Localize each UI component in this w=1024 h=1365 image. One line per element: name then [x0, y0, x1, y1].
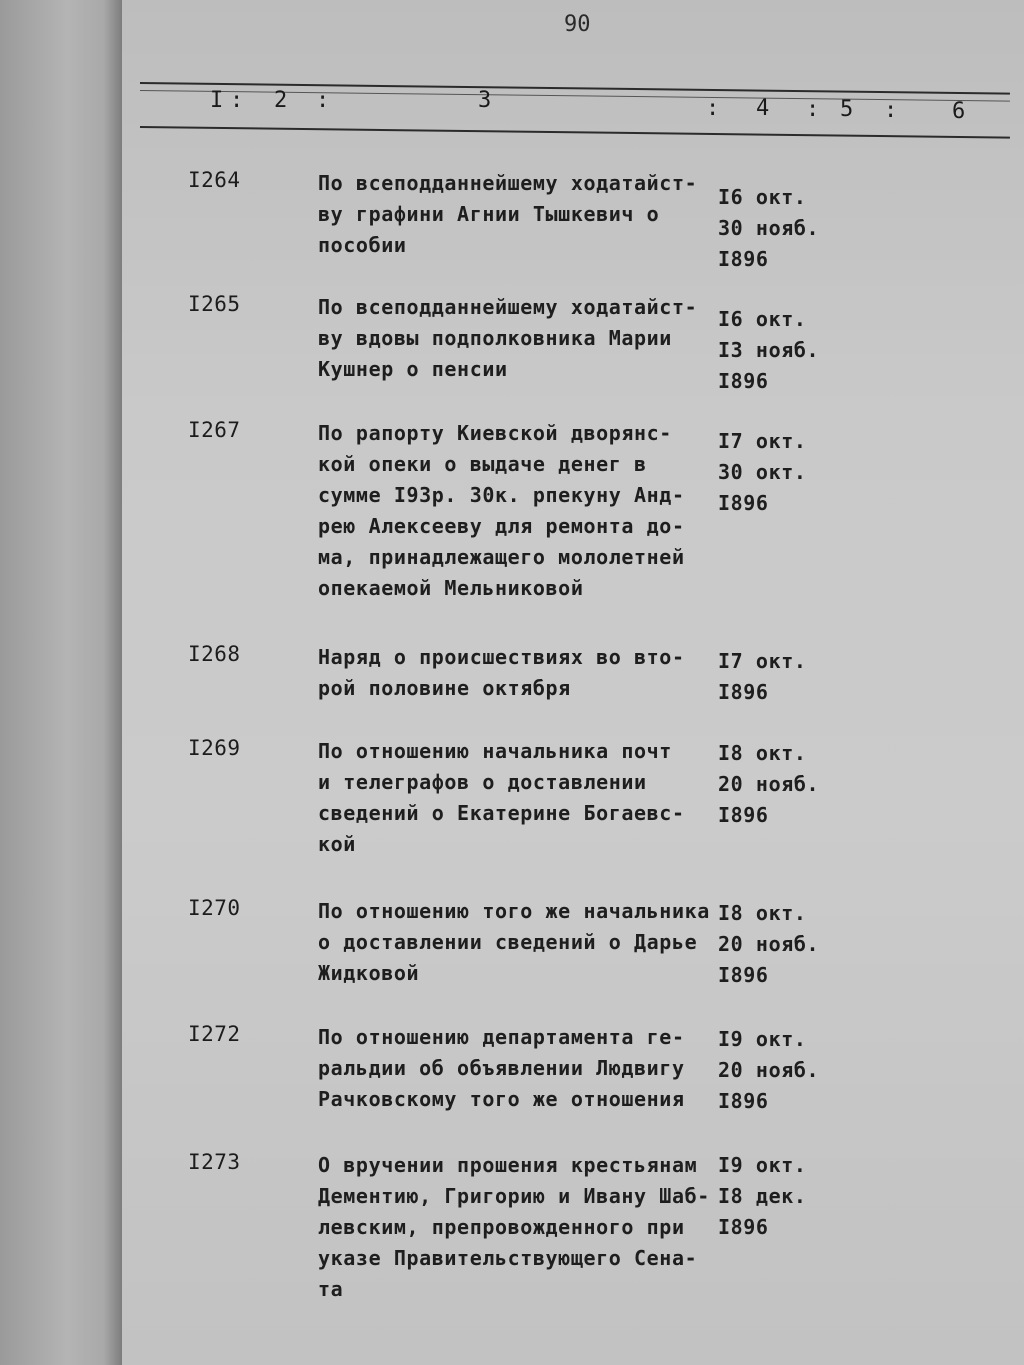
column-header-4: 4	[756, 96, 770, 121]
entry-dates: I8 окт. 20 нояб. I896	[718, 901, 820, 987]
entry-dates: I6 окт. 30 нояб. I896	[718, 185, 820, 271]
left-page-margin	[0, 0, 122, 1365]
entry-description: По всеподданнейшему ходатайст- ву вдовы подполковника Марии Кушнер о пенсии	[318, 295, 698, 381]
entry-number: I268	[188, 642, 241, 666]
entry-number: I272	[188, 1022, 241, 1046]
entry-description: По отношению департамента ге- ральдии об объявлении Людвигу Рачковскому того же отношения	[318, 1025, 685, 1111]
column-header-6: 6	[952, 99, 966, 124]
entry-dates: I7 окт. I896	[718, 649, 807, 704]
column-header-5: 5	[840, 97, 854, 122]
entry-dates: I6 окт. I3 нояб. I896	[718, 307, 820, 393]
entry-description: Наряд о происшествиях во вто- рой половине октября	[318, 645, 685, 700]
entry-number: I264	[188, 168, 241, 192]
entry-dates: I9 окт. 20 нояб. I896	[718, 1027, 820, 1113]
header-rule-bottom	[140, 126, 1010, 139]
entry-dates: I9 окт. I8 дек. I896	[718, 1153, 807, 1239]
entry-description: По рапорту Киевской дворянс- кой опеки о выдаче денег в сумме I93р. 30к. рпекуну Анд- рею Алексееву для ремонта до- ма, принадлежащего мололетней опекаемой Мельниковой	[318, 421, 685, 600]
column-header-3: 3	[478, 88, 492, 113]
entry-description: По отношению начальника почт и телеграфов о доставлении сведений о Екатерине Богаевс- кой	[318, 739, 685, 856]
header-rule-top	[140, 82, 1010, 95]
entry-dates: I8 окт. 20 нояб. I896	[718, 741, 820, 827]
document-page: 90 I : 2 : 3 : 4 : 5 : 6 I264 По всеподданнейшему ходатайст- ву графини Агнии Тышкевич о пособии I6 окт. 30 нояб. I896 I265 По всеподданнейшему ходатайст- ву вдовы подполковника Марии Кушнер о пенсии I6 окт. I3 нояб. I896 I267 По рапорту Киевской дворянс- кой опеки о выдаче денег в сумме I93р. 30к. рпекуну Анд- рею Алексееву для ремонта до- ма, принадлежащего мололетней опекаемой Мельниковой I7 окт. 30 окт. I896 I268 Наряд о происшествиях во вто- рой половине октября I7 окт. I896 I269 По отношению начальника почт и телеграфов о доставлении сведений о Екатерине Богаевс- кой I8 окт. 20 нояб. I896 I270 По отношению того же начальника о доставлении сведений о Дарье Жидковой I8 окт. 20 нояб. I896 I272 По отношению департамента ге- ральдии об объявлении Людвигу Рачковскому того же отношения I9 окт. 20 нояб. I896 I273 О вручении прошения крестьянам Дементию, Григорию и Ивану Шаб- левским, препровожденного при указе Правительствующего Сена- та I9 окт. I8 дек. I896	[122, 0, 1024, 1365]
column-header-2: 2	[274, 88, 288, 113]
entry-number: I270	[188, 896, 241, 920]
entry-description: По отношению того же начальника о доставлении сведений о Дарье Жидковой	[318, 899, 710, 985]
column-header-1: I	[210, 88, 224, 113]
entry-description: По всеподданнейшему ходатайст- ву графини Агнии Тышкевич о пособии	[318, 171, 698, 257]
entry-description: О вручении прошения крестьянам Дементию, Григорию и Ивану Шаб- левским, препровожденного при указе Правительствующего Сена- та	[318, 1153, 710, 1301]
page-number: 90	[564, 12, 591, 37]
entry-number: I265	[188, 292, 241, 316]
entry-dates: I7 окт. 30 окт. I896	[718, 429, 807, 515]
entry-number: I267	[188, 418, 241, 442]
entry-number: I269	[188, 736, 241, 760]
entry-number: I273	[188, 1150, 241, 1174]
